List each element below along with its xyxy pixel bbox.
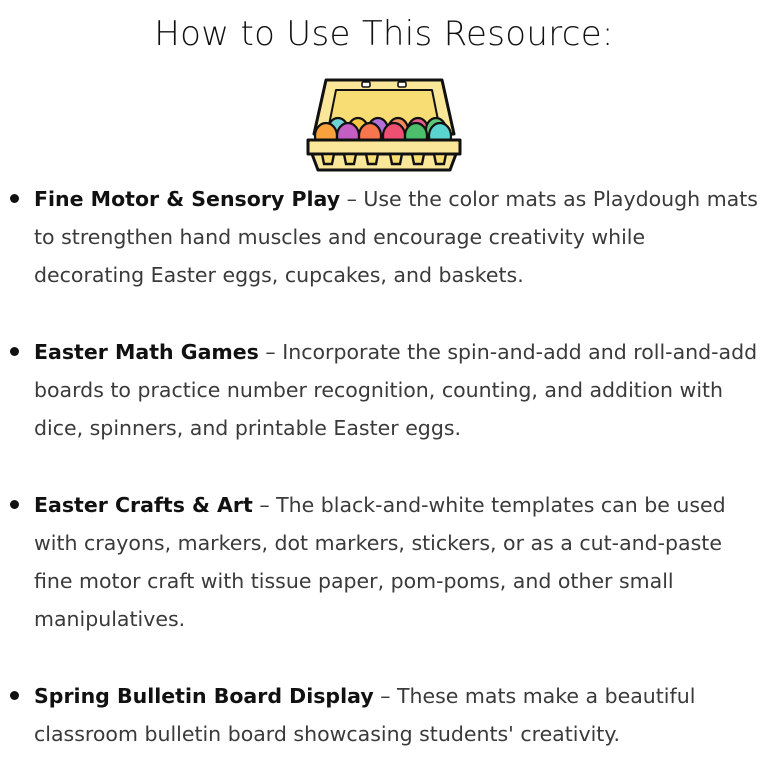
item-description: Use the color mats as Playdough mats to strengthen hand muscles and encourage creativity while decorating Easter eggs, cupcakes, and baskets. [34,187,758,287]
page-title: How to Use This Resource: [154,14,614,54]
item-title: Easter Crafts & Art [34,493,253,517]
item-title: Fine Motor & Sensory Play [34,187,341,211]
resource-usage-list [8,180,760,753]
item-separator: – [258,340,283,364]
item-separator: – [252,493,277,517]
egg-carton-icon [304,74,464,176]
bullet-icon [10,500,19,509]
list-item [8,333,760,447]
item-title: Spring Bulletin Board Display [34,684,374,708]
list-item [8,180,760,294]
item-description: These mats make a beautiful classroom bulletin board showcasing students' creativity. [34,684,696,746]
bullet-icon [10,347,19,356]
list-item [8,677,760,753]
list-item [8,486,760,638]
item-description: Incorporate the spin-and-add and roll-and-add boards to practice number recognition, counting, and addition with dice, spinners, and printable Easter eggs. [34,340,758,440]
item-description: The black-and-white templates can be used with crayons, markers, dot markers, stickers, or as a cut-and-paste fine motor craft with tissue paper, pom-poms, and other small manipulatives. [34,493,726,631]
item-title: Easter Math Games [34,340,259,364]
bullet-icon [10,194,19,203]
bullet-icon [10,691,19,700]
item-separator: – [373,684,397,708]
item-separator: – [340,187,364,211]
